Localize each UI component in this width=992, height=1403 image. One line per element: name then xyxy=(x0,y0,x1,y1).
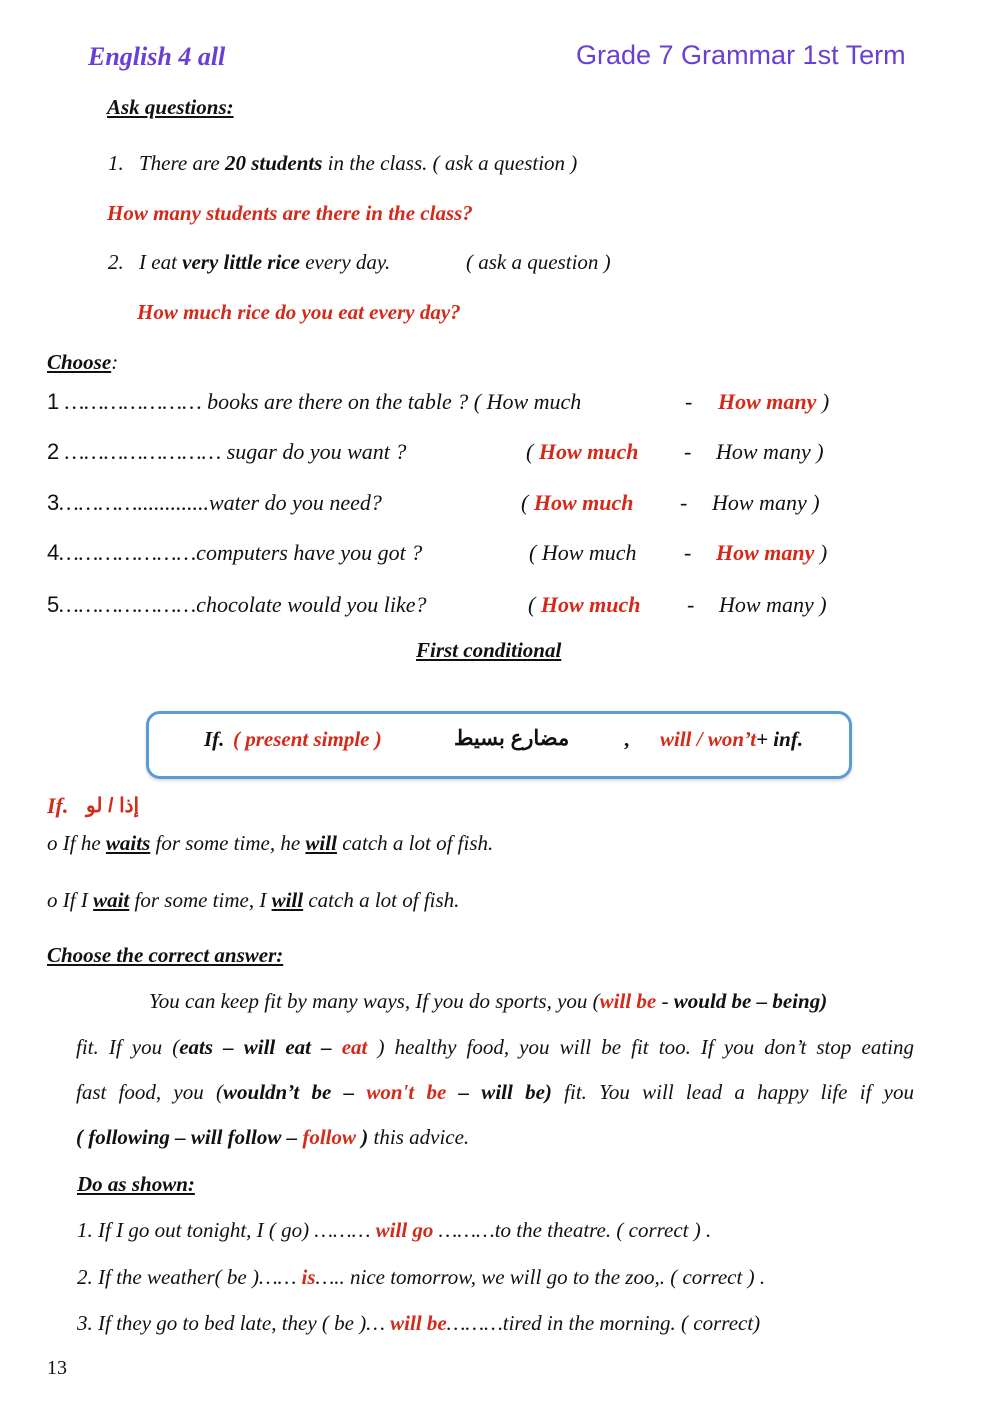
do-as-title: Do as shown: xyxy=(77,1172,195,1196)
header-left: English 4 all xyxy=(88,42,226,71)
choose-item-2: 2 …………………… sugar do you want ? xyxy=(47,439,407,464)
choose-item-1: 1 ………………… books are there on the table ? ( How much xyxy=(47,389,582,414)
formula-present: ( present simple ) xyxy=(233,727,382,751)
ask-a2: How much rice do you eat every day? xyxy=(137,300,461,324)
do-as-line-1: 1. If I go out tonight, I ( go) ……… will go ………to the theatre. ( correct ) . xyxy=(77,1218,712,1242)
correct-line-2: fit. If you (eats – will eat – eat ) healthy food, you will be fit too. If you don’t stop eating xyxy=(76,1035,914,1059)
choose-item-3: 3………….............water do you need? xyxy=(47,490,382,515)
ask-q2-hint: ( ask a question ) xyxy=(466,250,611,274)
page-number: 13 xyxy=(47,1357,67,1379)
choose-title: Choose: xyxy=(47,350,119,374)
formula-if: If. xyxy=(204,727,225,751)
formula-arabic: مضارع بسيط xyxy=(454,727,570,750)
ask-title: Ask questions: xyxy=(107,95,234,119)
if-label: If. xyxy=(47,793,69,818)
choose-item-5: 5…………………chocolate would you like? xyxy=(47,592,427,617)
ask-q2: 2. I eat very little rice every day. xyxy=(108,250,391,274)
choose-item-4: 4…………………computers have you got ? xyxy=(47,540,423,565)
correct-line-1: You can keep fit by many ways, If you do sports, you (will be - would be – being) xyxy=(149,989,828,1013)
do-as-line-3: 3. If they go to bed late, they ( be )… will be………tired in the morning. ( correct) xyxy=(77,1311,761,1335)
formula-comma: , xyxy=(624,727,630,751)
correct-line-4: ( following – will follow – follow ) this advice. xyxy=(76,1125,470,1149)
correct-line-3: fast food, you (wouldn’t be – won't be – will be) fit. You will lead a happy life if you xyxy=(76,1080,914,1104)
formula-will: will / won’t+ inf. xyxy=(660,727,804,751)
do-as-line-2: 2. If the weather( be )…… is….. nice tomorrow, we will go to the zoo,. ( correct ) . xyxy=(77,1265,766,1289)
first-conditional-title: First conditional xyxy=(416,638,562,662)
example-1: o If he waits for some time, he will catch a lot of fish. xyxy=(47,831,494,855)
header-right: Grade 7 Grammar 1st Term xyxy=(576,40,906,70)
example-2: o If I wait for some time, I will catch a lot of fish. xyxy=(47,888,460,912)
if-arabic: إذا / لو xyxy=(86,795,140,817)
correct-title: Choose the correct answer: xyxy=(47,943,284,967)
ask-a1: How many students are there in the class? xyxy=(107,201,473,225)
ask-q1: 1. There are 20 students in the class. ( ask a question ) xyxy=(108,151,578,175)
